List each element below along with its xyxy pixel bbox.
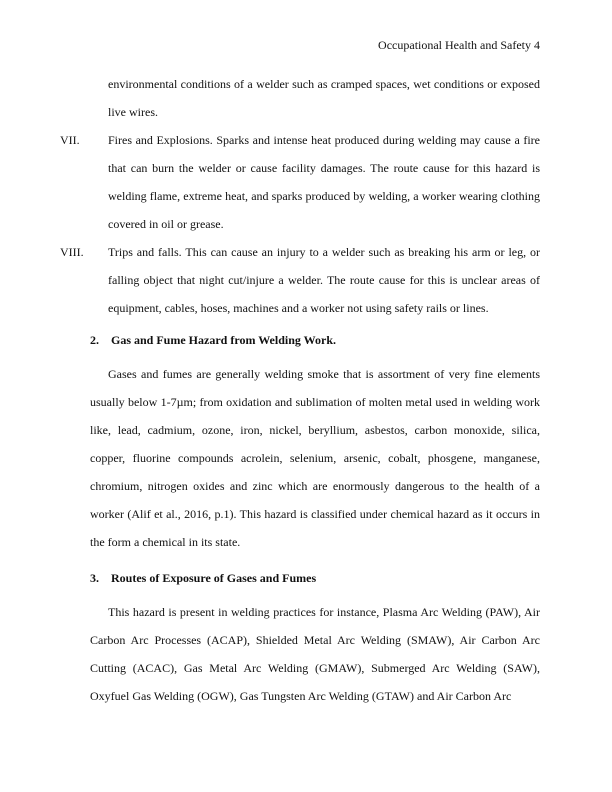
list-item: [60, 238, 540, 322]
section-paragraph: Gases and fumes are generally welding smoke that is assortment of very fine elements usually below 1-7µm; from oxidation and sublimation of molten metal used in welding work like, lead, cadmium, ozone, iron, nickel, beryllium, asbestos, carbon monoxide, silica, copper, fluorine compounds acrolein, selenium, arsenic, cobalt, phosgene, manganese, chromium, nitrogen oxides and zinc which are enormously dangerous to the health of a worker (Alif et al., 2016, p.1). This hazard is classified under chemical hazard as it occurs in the form a chemical in its state.: [90, 367, 540, 549]
section-title: Gas and Fume Hazard from Welding Work.: [111, 333, 337, 347]
list-item-text: Trips and falls. This can cause an injury to a welder such as breaking his arm or leg, or falling object that night cut/injure a welder. The route cause for this is unclear areas of equipment, cables, hoses, machines and a worker not using safety rails or lines.: [108, 245, 540, 315]
page-body: [60, 70, 540, 710]
continuation-paragraph: environmental conditions of a welder such as cramped spaces, wet conditions or exposed live wires.: [108, 77, 540, 119]
section-title: Routes of Exposure of Gases and Fumes: [111, 571, 317, 585]
running-head: Occupational Health and Safety 4: [378, 38, 540, 52]
section-number: 2.: [90, 333, 99, 347]
list-item: [60, 126, 540, 238]
section-paragraph: This hazard is present in welding practices for instance, Plasma Arc Welding (PAW), Air Carbon Arc Processes (ACAP), Shielded Metal Arc Welding (SMAW), Air Carbon Arc Cutting (ACAC), Gas Metal Arc Welding (GMAW), Submerged Arc Welding (SAW), Oxyfuel Gas Welding (OGW), Gas Tungsten Arc Welding (GTAW) and Air Carbon Arc: [90, 605, 540, 703]
list-item-number: VII.: [60, 133, 80, 147]
list-item-text: Fires and Explosions. Sparks and intense heat produced during welding may cause a fire that can burn the welder or cause facility damages. The route cause for this hazard is welding flame, extreme heat, and sparks produced by welding, a worker wearing clothing covered in oil or grease.: [108, 133, 540, 231]
list-item-number: VIII.: [60, 245, 84, 259]
section-heading: [90, 564, 540, 592]
section-number: 3.: [90, 571, 99, 585]
section-heading: [90, 326, 540, 354]
